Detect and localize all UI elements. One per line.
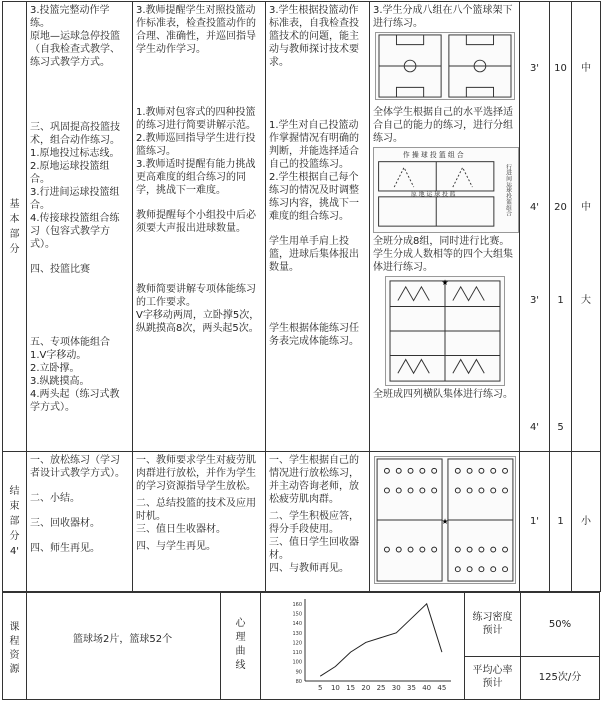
heart-rate-chart-cell [261,593,465,699]
x-tick-label: 10 [330,684,340,692]
heart-rate-chart [261,593,461,699]
x-tick-label: 30 [391,684,401,692]
x-tick-label: 40 [422,684,432,692]
basic-count-cell: 10 20 1 5 [550,2,572,452]
heart-value: 125次/分 [538,672,582,683]
x-tick-label: 15 [346,684,356,692]
curve-label: 心 理 曲 线 [221,593,261,699]
basic-teacher-cell: 3.教师提醒学生对照投篮动作标准表，检查投篮动作的合理、准确性，并巡回指导学生动作学习。 1.教师对包容式的四种投篮的练习进行简要讲解示范。 2.教师巡回指导学生进行投篮练习。 3.教师适时提醒有能力挑战更高难度的组合练习的同学，挑战下一难度。 教师提醒每个小组投中后必须要大声报出进球数量。 教师简要讲解专项体能练习的工作要求。 V字移动两周，立卧撑5次，纵跳摸高8次，两头起5次。 [133,2,266,452]
resource-label: 课 程 资 源 [3,593,27,699]
svg-text:★: ★ [440,516,449,526]
y-tick-label: 130 [292,630,302,637]
svg-text:作 操 球 投 篮 组 合: 作 操 球 投 篮 组 合 [402,150,464,159]
x-tick-label: 5 [317,684,323,692]
y-tick-label: 150 [292,611,302,618]
y-tick-label: 90 [295,669,302,676]
ending-intensity-cell: 小 [572,452,601,592]
combo-drill-diagram [373,147,519,233]
basic-intensity-cell: 中 中 大 [572,2,601,452]
x-tick-label: 25 [376,684,386,692]
basic-content-cell: 3.投篮完整动作学练。 原地—运球急停投篮（自我检查式教学、练习式教学方式。 三、巩固提高投篮技术，组合动作练习。 1.原地投过标志线。 2.原地运球投篮组合。 3.行进间运球投篮组合。 4.传接球投篮组合练习（包容式教学方式）。 四、投篮比赛 五、专项体能组合 1.V字移动。 2.立卧撑。 3.纵跳摸高。 4.两头起（练习式教学方式）。 [27,2,133,452]
ending-teacher-cell: 一、教师要求学生对疲劳肌肉群进行放松，并作为学生的学习资源指导学生放松。 二、总结投篮的技术及应用时机。 三、值日生收器材。 四、与学生再见。 [133,452,266,592]
x-tick-label: 35 [406,684,416,692]
svg-text:★: ★ [440,277,449,287]
ending-organization-cell [370,452,520,592]
y-tick-label: 140 [292,621,302,628]
ending-count-cell: 1 [550,452,572,592]
y-tick-label: 80 [295,679,302,685]
basic-organization-cell: 3.学生分成八组在八个篮球架下进行练习。 全体学生根据自己的水平选择适合自己的能力的练习，进行分组练习。 作 操 球 投 篮 组 合 原 地 运 球 投 篮 行进间运球投篮组合 全班分成8组，同时进行比赛。 学生分成人数相等的四个大组集体进行练习。 ★ 全班成四列横队集体进行练习。 [370,2,520,452]
y-tick-label: 160 [292,601,302,608]
fitness-drill-diagram [385,276,505,386]
resource-content: 篮球场2片，篮球52个 [27,593,221,699]
y-tick-label: 110 [292,650,302,657]
stats-block [465,593,599,699]
ending-student-cell: 一、学生根据自己的情况进行放松练习，并主动咨询老师，放松疲劳肌肉群。 二、学生积极应答，得分手段使用。 三、值日学生回收器材。 四、与教师再见。 [266,452,370,592]
basic-section-label: 基 本 部 分 [3,2,27,452]
course-resource-footer [2,592,600,700]
ending-time-cell: 1' [520,452,550,592]
heart-rate-line [320,604,442,676]
density-value: 50% [521,593,599,657]
basic-student-cell: 3.学生根据投篮动作标准表，自我检查投篮技术的问题，能主动与教师探讨技术要求。 1.学生对自己投篮动作掌握情况有明确的判断，并能选择适合自己的投篮练习。 2.学生根据自己每个练习的情况及时调整练习内容，挑战下一难度的组合练习。 学生用单手肩上投篮，进球后集体报出数量。 学生根据体能练习任务表完成体能练习。 [266,2,370,452]
court-layout-diagram [375,32,515,100]
y-tick-label: 100 [292,659,302,666]
x-tick-label: 20 [361,684,371,692]
cooldown-formation-diagram [374,456,516,584]
svg-text:原 地 运 球 投 篮: 原 地 运 球 投 篮 [411,191,456,198]
svg-text:行进间运球投篮组合: 行进间运球投篮组合 [504,163,511,217]
heart-label: 平均心率 预计 [465,657,521,699]
ending-content-cell: 一、放松练习（学习者设计式教学方式）。 二、小结。 三、回收器材。 四、师生再见。 [27,452,133,592]
y-tick-label: 120 [292,640,302,647]
ending-section-label: 结 束 部 分 4' [3,452,27,592]
x-tick-label: 45 [437,684,447,692]
basic-time-cell: 3' 4' 3' 4' [520,2,550,452]
lesson-plan-table [2,1,601,592]
density-label: 练习密度 预计 [465,593,521,657]
